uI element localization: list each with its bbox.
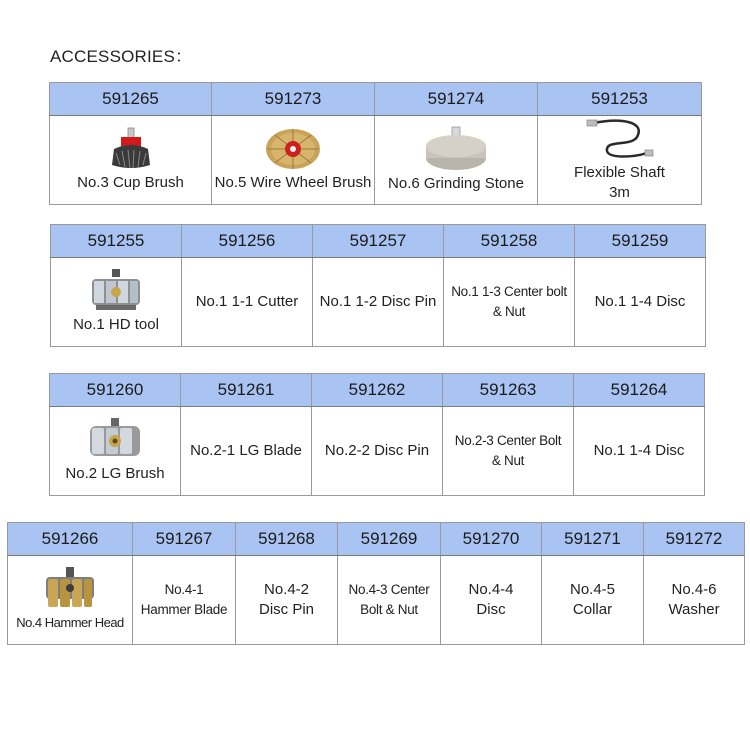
part-code: 591263 [443, 374, 574, 407]
item-label: No.1 HD tool [73, 316, 159, 333]
item-cell [375, 116, 538, 205]
item-label: No.2 LG Brush [65, 465, 165, 482]
lg-brush-icon [87, 418, 143, 462]
item-cell [338, 556, 441, 645]
part-code: 591255 [51, 225, 182, 258]
part-code: 591269 [338, 523, 441, 556]
item-cell [8, 556, 133, 645]
item-label: No.2-3 Center Bolt & Nut [454, 433, 562, 468]
part-code: 591266 [8, 523, 133, 556]
item-cell [236, 556, 338, 645]
item-label: No.6 Grinding Stone [388, 175, 524, 192]
item-label: No.4 Hammer Head [16, 615, 124, 630]
item-cell [313, 258, 444, 347]
item-label: No.4-1 Hammer Blade [140, 582, 228, 617]
part-code: 591272 [644, 523, 745, 556]
item-label: No.1 1-3 Center bolt & Nut [451, 284, 567, 319]
item-label: No.1 1-1 Cutter [195, 293, 299, 310]
hd-tool-icon [88, 269, 144, 313]
item-label: No.3 Cup Brush [77, 174, 184, 191]
accessories-table-1 [49, 82, 702, 205]
item-label: No.1 1-4 Disc [593, 442, 685, 459]
cup-brush-icon [106, 127, 156, 171]
part-code: 591268 [236, 523, 338, 556]
wire-wheel-brush-icon [263, 127, 323, 171]
item-label: No.1 1-4 Disc [594, 293, 686, 310]
item-cell [50, 116, 212, 205]
item-cell [212, 116, 375, 205]
page-heading: ACCESSORIES： [50, 47, 193, 66]
accessories-table-2 [50, 224, 706, 347]
part-code: 591259 [575, 225, 706, 258]
item-cell [51, 258, 182, 347]
item-cell [181, 407, 312, 496]
part-code: 591265 [50, 83, 212, 116]
part-code: 591261 [181, 374, 312, 407]
item-cell [574, 407, 705, 496]
item-cell [538, 116, 702, 205]
part-code: 591256 [182, 225, 313, 258]
item-cell [444, 258, 575, 347]
item-label: No.4-4 Disc [468, 581, 514, 618]
part-code: 591267 [133, 523, 236, 556]
part-code: 591260 [50, 374, 181, 407]
item-label: Flexible Shaft 3m [574, 164, 665, 201]
part-code: 591258 [444, 225, 575, 258]
item-label: No.4-3 Center Bolt & Nut [348, 582, 430, 617]
item-cell [644, 556, 745, 645]
item-cell [50, 407, 181, 496]
part-code: 591271 [542, 523, 644, 556]
item-label: No.1 1-2 Disc Pin [319, 293, 437, 310]
item-cell [441, 556, 542, 645]
item-cell [133, 556, 236, 645]
accessories-table-4 [7, 522, 745, 645]
item-cell [182, 258, 313, 347]
item-label: No.2-2 Disc Pin [324, 442, 430, 459]
accessories-table-3 [49, 373, 705, 496]
part-code: 591262 [312, 374, 443, 407]
item-cell [312, 407, 443, 496]
hammer-head-icon [42, 567, 98, 611]
part-code: 591253 [538, 83, 702, 116]
part-code: 591270 [441, 523, 542, 556]
part-code: 591264 [574, 374, 705, 407]
item-label: No.4-6 Washer [668, 581, 720, 618]
item-label: No.5 Wire Wheel Brush [214, 174, 372, 191]
item-label: No.4-2 Disc Pin [258, 581, 314, 618]
item-label: No.4-5 Collar [569, 581, 616, 618]
part-code: 591274 [375, 83, 538, 116]
item-cell [443, 407, 574, 496]
item-label: No.2-1 LG Blade [190, 442, 302, 459]
item-cell [542, 556, 644, 645]
item-cell [575, 258, 706, 347]
part-code: 591273 [212, 83, 375, 116]
grinding-stone-icon [423, 126, 489, 172]
part-code: 591257 [313, 225, 444, 258]
flexible-shaft-icon [585, 117, 655, 161]
